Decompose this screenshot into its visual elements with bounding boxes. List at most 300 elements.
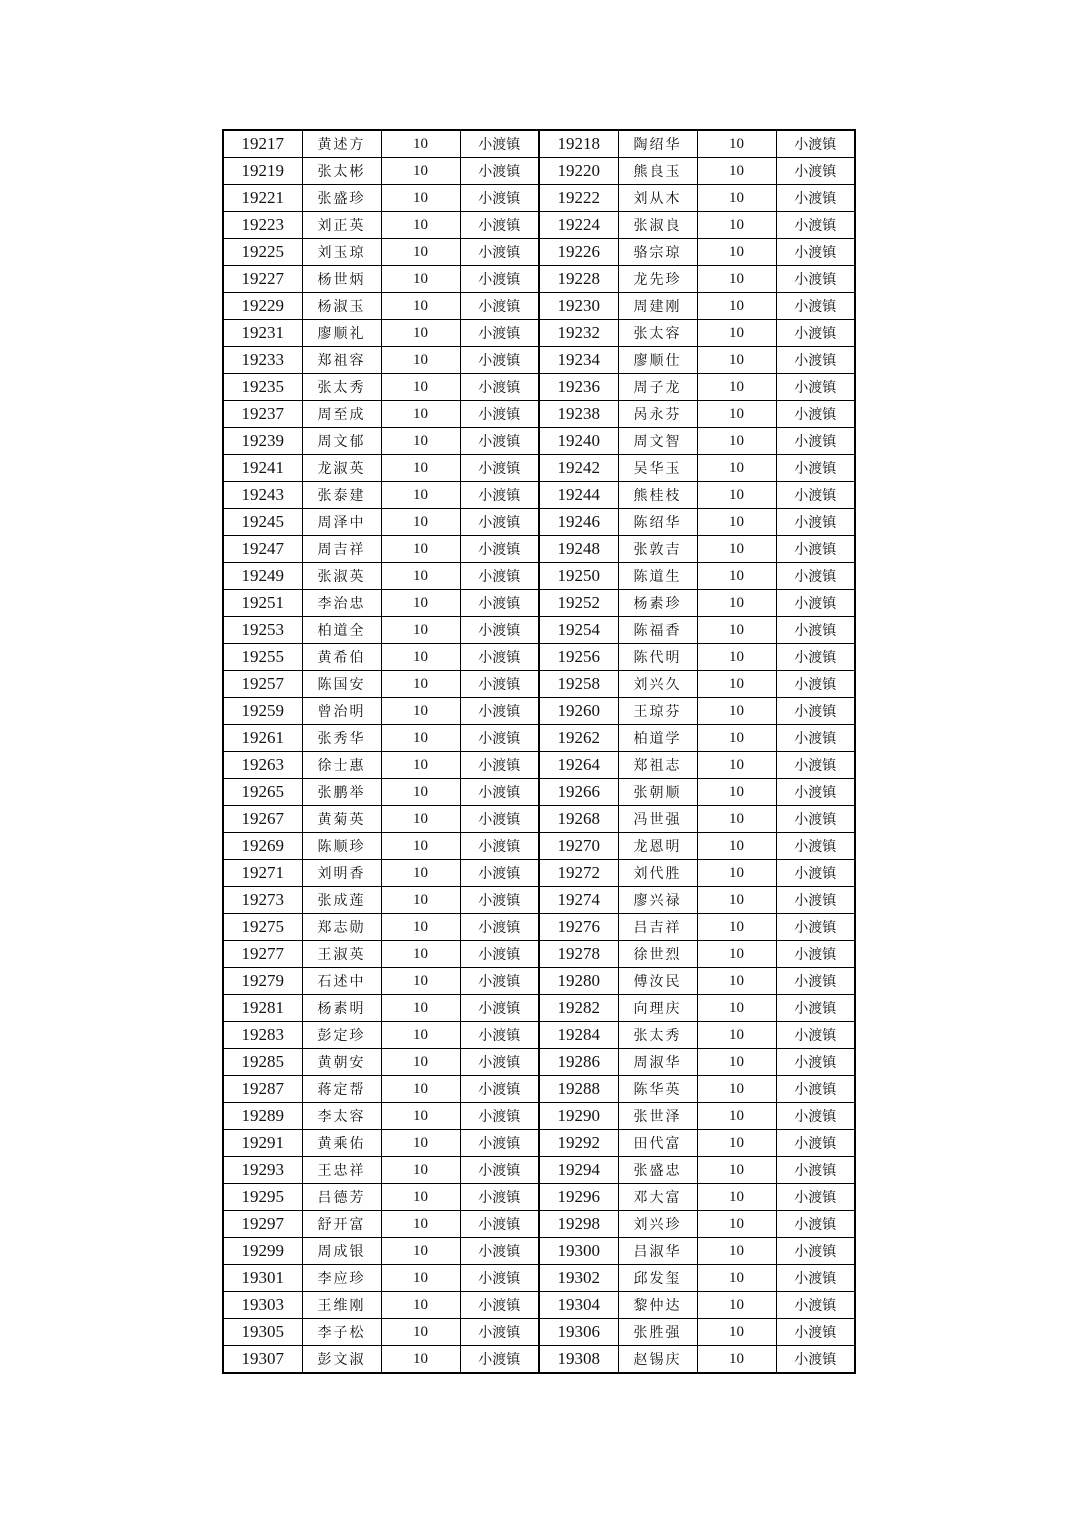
- record-number-cell: 19273: [223, 887, 302, 914]
- person-name-cell: 李应珍: [302, 1265, 381, 1292]
- town-name-cell: 小渡镇: [460, 536, 539, 563]
- town-name-cell: 小渡镇: [460, 1076, 539, 1103]
- amount-cell: 10: [381, 239, 460, 266]
- town-name-cell: 小渡镇: [460, 239, 539, 266]
- town-name-cell: 小渡镇: [460, 185, 539, 212]
- amount-cell: 10: [697, 968, 776, 995]
- town-name-cell: 小渡镇: [460, 1238, 539, 1265]
- person-name-cell: 张世泽: [618, 1103, 697, 1130]
- amount-cell: 10: [381, 833, 460, 860]
- amount-cell: 10: [381, 941, 460, 968]
- table-row: [223, 1211, 855, 1238]
- person-name-cell: 郑祖志: [618, 752, 697, 779]
- record-number-cell: 19245: [223, 509, 302, 536]
- record-number-cell: 19272: [539, 860, 618, 887]
- amount-cell: 10: [697, 347, 776, 374]
- amount-cell: 10: [697, 212, 776, 239]
- record-number-cell: 19283: [223, 1022, 302, 1049]
- person-name-cell: 邱发玺: [618, 1265, 697, 1292]
- amount-cell: 10: [381, 1265, 460, 1292]
- person-name-cell: 陈道生: [618, 563, 697, 590]
- person-name-cell: 周文郁: [302, 428, 381, 455]
- person-name-cell: 郑志勋: [302, 914, 381, 941]
- amount-cell: 10: [381, 320, 460, 347]
- table-row: [223, 752, 855, 779]
- table-row: [223, 1346, 855, 1374]
- person-name-cell: 杨淑玉: [302, 293, 381, 320]
- person-name-cell: 骆宗琼: [618, 239, 697, 266]
- amount-cell: 10: [381, 860, 460, 887]
- town-name-cell: 小渡镇: [776, 212, 855, 239]
- town-name-cell: 小渡镇: [776, 1076, 855, 1103]
- table-row: [223, 509, 855, 536]
- amount-cell: 10: [381, 968, 460, 995]
- town-name-cell: 小渡镇: [776, 860, 855, 887]
- town-name-cell: 小渡镇: [776, 130, 855, 158]
- record-number-cell: 19253: [223, 617, 302, 644]
- amount-cell: 10: [381, 1292, 460, 1319]
- person-name-cell: 刘兴珍: [618, 1211, 697, 1238]
- amount-cell: 10: [381, 185, 460, 212]
- town-name-cell: 小渡镇: [776, 1211, 855, 1238]
- table-row: [223, 401, 855, 428]
- amount-cell: 10: [697, 1157, 776, 1184]
- person-name-cell: 杨素珍: [618, 590, 697, 617]
- town-name-cell: 小渡镇: [776, 293, 855, 320]
- person-name-cell: 张朝顺: [618, 779, 697, 806]
- town-name-cell: 小渡镇: [460, 617, 539, 644]
- record-number-cell: 19225: [223, 239, 302, 266]
- town-name-cell: 小渡镇: [460, 833, 539, 860]
- town-name-cell: 小渡镇: [776, 1184, 855, 1211]
- person-name-cell: 刘代胜: [618, 860, 697, 887]
- record-number-cell: 19235: [223, 374, 302, 401]
- table-row: [223, 428, 855, 455]
- amount-cell: 10: [697, 1238, 776, 1265]
- record-number-cell: 19258: [539, 671, 618, 698]
- person-name-cell: 郑祖容: [302, 347, 381, 374]
- table-row: [223, 1130, 855, 1157]
- person-name-cell: 陈国安: [302, 671, 381, 698]
- person-name-cell: 王琼芬: [618, 698, 697, 725]
- amount-cell: 10: [697, 1292, 776, 1319]
- person-name-cell: 张太彬: [302, 158, 381, 185]
- amount-cell: 10: [697, 320, 776, 347]
- town-name-cell: 小渡镇: [776, 1265, 855, 1292]
- town-name-cell: 小渡镇: [460, 1265, 539, 1292]
- record-number-cell: 19250: [539, 563, 618, 590]
- record-number-cell: 19297: [223, 1211, 302, 1238]
- town-name-cell: 小渡镇: [776, 239, 855, 266]
- table-row: [223, 347, 855, 374]
- record-number-cell: 19279: [223, 968, 302, 995]
- amount-cell: 10: [381, 779, 460, 806]
- amount-cell: 10: [381, 887, 460, 914]
- record-number-cell: 19307: [223, 1346, 302, 1374]
- table-row: [223, 887, 855, 914]
- record-number-cell: 19217: [223, 130, 302, 158]
- person-name-cell: 王维刚: [302, 1292, 381, 1319]
- amount-cell: 10: [697, 752, 776, 779]
- record-number-cell: 19289: [223, 1103, 302, 1130]
- person-name-cell: 周文智: [618, 428, 697, 455]
- person-name-cell: 傅汝民: [618, 968, 697, 995]
- record-number-cell: 19278: [539, 941, 618, 968]
- table-row: [223, 1265, 855, 1292]
- record-number-cell: 19281: [223, 995, 302, 1022]
- town-name-cell: 小渡镇: [776, 1346, 855, 1374]
- town-name-cell: 小渡镇: [460, 455, 539, 482]
- table-row: [223, 590, 855, 617]
- amount-cell: 10: [381, 428, 460, 455]
- amount-cell: 10: [697, 158, 776, 185]
- person-name-cell: 黎仲达: [618, 1292, 697, 1319]
- table-row: [223, 130, 855, 158]
- table-row: [223, 644, 855, 671]
- amount-cell: 10: [381, 590, 460, 617]
- person-name-cell: 张敦吉: [618, 536, 697, 563]
- person-name-cell: 石述中: [302, 968, 381, 995]
- town-name-cell: 小渡镇: [460, 590, 539, 617]
- amount-cell: 10: [697, 1265, 776, 1292]
- record-number-cell: 19282: [539, 995, 618, 1022]
- record-number-cell: 19221: [223, 185, 302, 212]
- table-row: [223, 968, 855, 995]
- person-name-cell: 李太容: [302, 1103, 381, 1130]
- record-number-cell: 19271: [223, 860, 302, 887]
- record-number-cell: 19267: [223, 806, 302, 833]
- table-row: [223, 698, 855, 725]
- record-number-cell: 19306: [539, 1319, 618, 1346]
- town-name-cell: 小渡镇: [776, 671, 855, 698]
- person-name-cell: 龙淑英: [302, 455, 381, 482]
- town-name-cell: 小渡镇: [460, 509, 539, 536]
- record-number-cell: 19261: [223, 725, 302, 752]
- amount-cell: 10: [381, 130, 460, 158]
- amount-cell: 10: [697, 266, 776, 293]
- amount-cell: 10: [697, 914, 776, 941]
- person-name-cell: 吕德芳: [302, 1184, 381, 1211]
- person-name-cell: 吴华玉: [618, 455, 697, 482]
- person-name-cell: 蒋定帮: [302, 1076, 381, 1103]
- record-number-cell: 19219: [223, 158, 302, 185]
- record-number-cell: 19251: [223, 590, 302, 617]
- roster-table: [222, 129, 856, 1374]
- amount-cell: 10: [697, 1211, 776, 1238]
- record-number-cell: 19231: [223, 320, 302, 347]
- table-row: [223, 239, 855, 266]
- amount-cell: 10: [697, 779, 776, 806]
- record-number-cell: 19293: [223, 1157, 302, 1184]
- record-number-cell: 19222: [539, 185, 618, 212]
- record-number-cell: 19240: [539, 428, 618, 455]
- person-name-cell: 刘玉琼: [302, 239, 381, 266]
- town-name-cell: 小渡镇: [776, 590, 855, 617]
- town-name-cell: 小渡镇: [776, 1049, 855, 1076]
- record-number-cell: 19288: [539, 1076, 618, 1103]
- person-name-cell: 刘兴久: [618, 671, 697, 698]
- person-name-cell: 熊桂枝: [618, 482, 697, 509]
- person-name-cell: 黄乘佑: [302, 1130, 381, 1157]
- table-row: [223, 1022, 855, 1049]
- town-name-cell: 小渡镇: [776, 563, 855, 590]
- amount-cell: 10: [381, 644, 460, 671]
- person-name-cell: 陈华英: [618, 1076, 697, 1103]
- amount-cell: 10: [381, 212, 460, 239]
- town-name-cell: 小渡镇: [776, 401, 855, 428]
- person-name-cell: 周成银: [302, 1238, 381, 1265]
- record-number-cell: 19299: [223, 1238, 302, 1265]
- amount-cell: 10: [381, 1211, 460, 1238]
- amount-cell: 10: [697, 887, 776, 914]
- person-name-cell: 张太秀: [302, 374, 381, 401]
- record-number-cell: 19252: [539, 590, 618, 617]
- record-number-cell: 19303: [223, 1292, 302, 1319]
- record-number-cell: 19232: [539, 320, 618, 347]
- town-name-cell: 小渡镇: [776, 968, 855, 995]
- table-row: [223, 779, 855, 806]
- person-name-cell: 王忠祥: [302, 1157, 381, 1184]
- town-name-cell: 小渡镇: [776, 320, 855, 347]
- amount-cell: 10: [697, 293, 776, 320]
- record-number-cell: 19295: [223, 1184, 302, 1211]
- town-name-cell: 小渡镇: [460, 671, 539, 698]
- amount-cell: 10: [381, 995, 460, 1022]
- amount-cell: 10: [697, 509, 776, 536]
- person-name-cell: 刘明香: [302, 860, 381, 887]
- record-number-cell: 19243: [223, 482, 302, 509]
- record-number-cell: 19308: [539, 1346, 618, 1374]
- amount-cell: 10: [381, 536, 460, 563]
- amount-cell: 10: [381, 401, 460, 428]
- table-row: [223, 563, 855, 590]
- table-row: [223, 482, 855, 509]
- amount-cell: 10: [697, 1022, 776, 1049]
- record-number-cell: 19284: [539, 1022, 618, 1049]
- table-row: [223, 1049, 855, 1076]
- amount-cell: 10: [381, 347, 460, 374]
- person-name-cell: 吕淑华: [618, 1238, 697, 1265]
- amount-cell: 10: [381, 1346, 460, 1374]
- person-name-cell: 李子松: [302, 1319, 381, 1346]
- town-name-cell: 小渡镇: [460, 347, 539, 374]
- table-row: [223, 1184, 855, 1211]
- table-row: [223, 374, 855, 401]
- amount-cell: 10: [381, 1157, 460, 1184]
- amount-cell: 10: [697, 1103, 776, 1130]
- record-number-cell: 19247: [223, 536, 302, 563]
- town-name-cell: 小渡镇: [776, 1103, 855, 1130]
- record-number-cell: 19226: [539, 239, 618, 266]
- table-row: [223, 617, 855, 644]
- record-number-cell: 19269: [223, 833, 302, 860]
- town-name-cell: 小渡镇: [776, 509, 855, 536]
- record-number-cell: 19218: [539, 130, 618, 158]
- table-row: [223, 1157, 855, 1184]
- person-name-cell: 柏道学: [618, 725, 697, 752]
- table-row: [223, 995, 855, 1022]
- person-name-cell: 吕吉祥: [618, 914, 697, 941]
- table-row: [223, 536, 855, 563]
- amount-cell: 10: [697, 725, 776, 752]
- amount-cell: 10: [381, 482, 460, 509]
- town-name-cell: 小渡镇: [776, 158, 855, 185]
- town-name-cell: 小渡镇: [460, 995, 539, 1022]
- amount-cell: 10: [697, 671, 776, 698]
- town-name-cell: 小渡镇: [776, 617, 855, 644]
- record-number-cell: 19265: [223, 779, 302, 806]
- person-name-cell: 龙先珍: [618, 266, 697, 293]
- town-name-cell: 小渡镇: [460, 212, 539, 239]
- table-row: [223, 833, 855, 860]
- record-number-cell: 19290: [539, 1103, 618, 1130]
- town-name-cell: 小渡镇: [460, 1319, 539, 1346]
- amount-cell: 10: [381, 266, 460, 293]
- record-number-cell: 19276: [539, 914, 618, 941]
- record-number-cell: 19304: [539, 1292, 618, 1319]
- amount-cell: 10: [381, 158, 460, 185]
- record-number-cell: 19227: [223, 266, 302, 293]
- person-name-cell: 周泽中: [302, 509, 381, 536]
- person-name-cell: 张鹏举: [302, 779, 381, 806]
- person-name-cell: 周淑华: [618, 1049, 697, 1076]
- town-name-cell: 小渡镇: [460, 1292, 539, 1319]
- amount-cell: 10: [697, 563, 776, 590]
- amount-cell: 10: [697, 1346, 776, 1374]
- amount-cell: 10: [381, 752, 460, 779]
- record-number-cell: 19260: [539, 698, 618, 725]
- town-name-cell: 小渡镇: [460, 130, 539, 158]
- person-name-cell: 赵锡庆: [618, 1346, 697, 1374]
- amount-cell: 10: [697, 941, 776, 968]
- roster-table-body: [223, 130, 855, 1373]
- person-name-cell: 张盛忠: [618, 1157, 697, 1184]
- amount-cell: 10: [381, 1022, 460, 1049]
- person-name-cell: 呙永芬: [618, 401, 697, 428]
- amount-cell: 10: [697, 860, 776, 887]
- town-name-cell: 小渡镇: [460, 1184, 539, 1211]
- town-name-cell: 小渡镇: [776, 536, 855, 563]
- person-name-cell: 陶绍华: [618, 130, 697, 158]
- amount-cell: 10: [381, 1184, 460, 1211]
- record-number-cell: 19256: [539, 644, 618, 671]
- table-row: [223, 455, 855, 482]
- amount-cell: 10: [381, 1238, 460, 1265]
- person-name-cell: 张泰建: [302, 482, 381, 509]
- record-number-cell: 19298: [539, 1211, 618, 1238]
- amount-cell: 10: [697, 1049, 776, 1076]
- person-name-cell: 廖兴禄: [618, 887, 697, 914]
- town-name-cell: 小渡镇: [776, 806, 855, 833]
- record-number-cell: 19264: [539, 752, 618, 779]
- record-number-cell: 19237: [223, 401, 302, 428]
- person-name-cell: 周子龙: [618, 374, 697, 401]
- record-number-cell: 19233: [223, 347, 302, 374]
- town-name-cell: 小渡镇: [776, 1130, 855, 1157]
- town-name-cell: 小渡镇: [776, 1292, 855, 1319]
- amount-cell: 10: [381, 1076, 460, 1103]
- table-row: [223, 320, 855, 347]
- record-number-cell: 19262: [539, 725, 618, 752]
- town-name-cell: 小渡镇: [460, 725, 539, 752]
- amount-cell: 10: [697, 995, 776, 1022]
- town-name-cell: 小渡镇: [460, 806, 539, 833]
- amount-cell: 10: [697, 590, 776, 617]
- table-row: [223, 185, 855, 212]
- person-name-cell: 刘正英: [302, 212, 381, 239]
- person-name-cell: 张淑良: [618, 212, 697, 239]
- record-number-cell: 19239: [223, 428, 302, 455]
- table-row: [223, 293, 855, 320]
- record-number-cell: 19263: [223, 752, 302, 779]
- table-row: [223, 671, 855, 698]
- record-number-cell: 19291: [223, 1130, 302, 1157]
- town-name-cell: 小渡镇: [776, 644, 855, 671]
- table-row: [223, 266, 855, 293]
- person-name-cell: 周至成: [302, 401, 381, 428]
- amount-cell: 10: [381, 1130, 460, 1157]
- amount-cell: 10: [381, 563, 460, 590]
- amount-cell: 10: [697, 1076, 776, 1103]
- amount-cell: 10: [697, 644, 776, 671]
- record-number-cell: 19241: [223, 455, 302, 482]
- record-number-cell: 19223: [223, 212, 302, 239]
- amount-cell: 10: [697, 617, 776, 644]
- amount-cell: 10: [697, 806, 776, 833]
- town-name-cell: 小渡镇: [776, 725, 855, 752]
- person-name-cell: 杨素明: [302, 995, 381, 1022]
- record-number-cell: 19229: [223, 293, 302, 320]
- table-row: [223, 914, 855, 941]
- town-name-cell: 小渡镇: [776, 698, 855, 725]
- town-name-cell: 小渡镇: [460, 158, 539, 185]
- person-name-cell: 张太容: [618, 320, 697, 347]
- town-name-cell: 小渡镇: [776, 779, 855, 806]
- person-name-cell: 廖顺礼: [302, 320, 381, 347]
- record-number-cell: 19234: [539, 347, 618, 374]
- amount-cell: 10: [697, 1319, 776, 1346]
- record-number-cell: 19305: [223, 1319, 302, 1346]
- record-number-cell: 19300: [539, 1238, 618, 1265]
- town-name-cell: 小渡镇: [460, 779, 539, 806]
- person-name-cell: 柏道全: [302, 617, 381, 644]
- table-row: [223, 1076, 855, 1103]
- record-number-cell: 19255: [223, 644, 302, 671]
- person-name-cell: 张盛珍: [302, 185, 381, 212]
- person-name-cell: 张秀华: [302, 725, 381, 752]
- town-name-cell: 小渡镇: [460, 941, 539, 968]
- amount-cell: 10: [381, 509, 460, 536]
- town-name-cell: 小渡镇: [460, 914, 539, 941]
- town-name-cell: 小渡镇: [460, 1157, 539, 1184]
- town-name-cell: 小渡镇: [460, 482, 539, 509]
- amount-cell: 10: [697, 374, 776, 401]
- person-name-cell: 张淑英: [302, 563, 381, 590]
- amount-cell: 10: [381, 698, 460, 725]
- person-name-cell: 陈代明: [618, 644, 697, 671]
- record-number-cell: 19248: [539, 536, 618, 563]
- amount-cell: 10: [697, 536, 776, 563]
- amount-cell: 10: [697, 455, 776, 482]
- town-name-cell: 小渡镇: [776, 455, 855, 482]
- town-name-cell: 小渡镇: [460, 266, 539, 293]
- town-name-cell: 小渡镇: [460, 293, 539, 320]
- person-name-cell: 陈顺珍: [302, 833, 381, 860]
- person-name-cell: 黄希伯: [302, 644, 381, 671]
- table-row: [223, 1103, 855, 1130]
- town-name-cell: 小渡镇: [460, 1022, 539, 1049]
- record-number-cell: 19302: [539, 1265, 618, 1292]
